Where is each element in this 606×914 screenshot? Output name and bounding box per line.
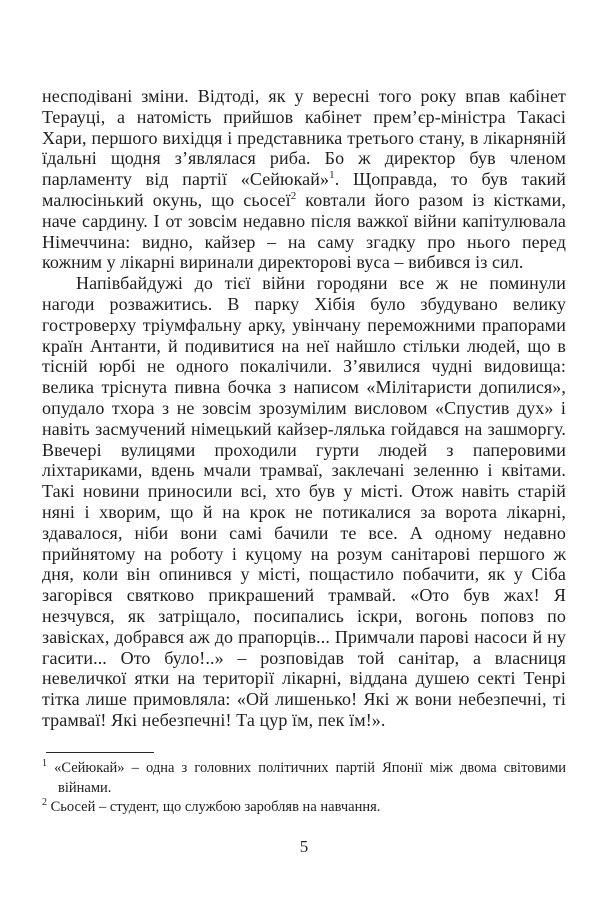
paragraph-1-text: несподівані зміни. Відтоді, як у вересні того року впав кабінет Терауці, а натомість прийшов кабінет прем’єр-міністра Такасі Хари, першого вихідця і представника третього стану, в лікарняній їдальні щодня з’являлася риба. Бо ж директор був членом парламенту від партії «Сейюкай» [42,86,566,190]
paragraph-1-text: . Щоправда, то був такий малюсінький окунь, що сьосеї [42,169,566,210]
footnote-2-text: Сьосей – студент, що службою заробляв на навчання. [50,799,381,815]
footnote-1-marker: 1 [42,758,47,770]
footnote-1-text: «Сейюкай» – одна з головних політичних партій Японії між двома світовими війнами. [54,760,567,796]
paragraph-1-text: ковтали його разом із кістками, наче сардину. І от зовсім недавно після важкої війни капітулювала Німеччина: видно, кайзер – на саму згадку про нього перед кожним у лікарні виринали директорові вуса – вибився із сил. [42,189,566,273]
footnote-1 [42,759,566,798]
page-number: 5 [299,837,309,856]
paragraph-1 [42,86,566,273]
footnotes-section [42,752,566,818]
footnote-ref-2: 2 [290,189,297,202]
footnote-separator [46,752,154,753]
paragraph-2: Напівбайдужі до тієї війни городяни все ж не поминули нагоди розважитись. В парку Хібія було збудувано велику гостроверху тріумфальну арку, увінчану переможними прапорами країн Антанти, й подивитися на неї найшло стільки людей, що в тісній юрбі не одного покалічили. З’явилися чудні видовища: велика тріснута пивна бочка з написом «Мілітаристи допилися», опудало тхора з не зовсім зрозумілим висловом «Спустив дух» і навіть засмучений німецький кайзер-лялька гойдався на зашморгу. Ввечері вулицями проходили гурти людей з паперовими ліхтариками, вдень мчали трамваї, заклечані зеленню і квітами. Такі новини приносили всі, хто був у місті. Отож навіть старій няні і хворим, що й на крок не потикалися за ворота лікарні, здавалося, ніби вони самі бачили те все. А одному недавно прийнятому на роботу і куцому на розум санітарові першого ж дня, коли він опинився у місті, пощастило побачити, як у Сіба загорівся святково прикрашений трамвай. «Ото був жах! Я незчувся, як затріщало, посипались іскри, вогонь поповз по завісках, добрався аж до прапорців... Примчали парові насоси й ну гасити... Ото було!..» – розповідав той санітар, а власниця невеличкої ятки на території лікарні, віддана душею секті Тенрі тітка лише примовляла: «Ой лишенько! Які ж вони небезпечні, ті трамваї! Які небезпечні! Та цур їм, пек їм!». [42,273,566,730]
body-text [42,86,566,731]
footnote-ref-1: 1 [329,169,335,182]
footnote-2-marker: 2 [42,797,47,809]
footnote-2 [42,798,566,818]
